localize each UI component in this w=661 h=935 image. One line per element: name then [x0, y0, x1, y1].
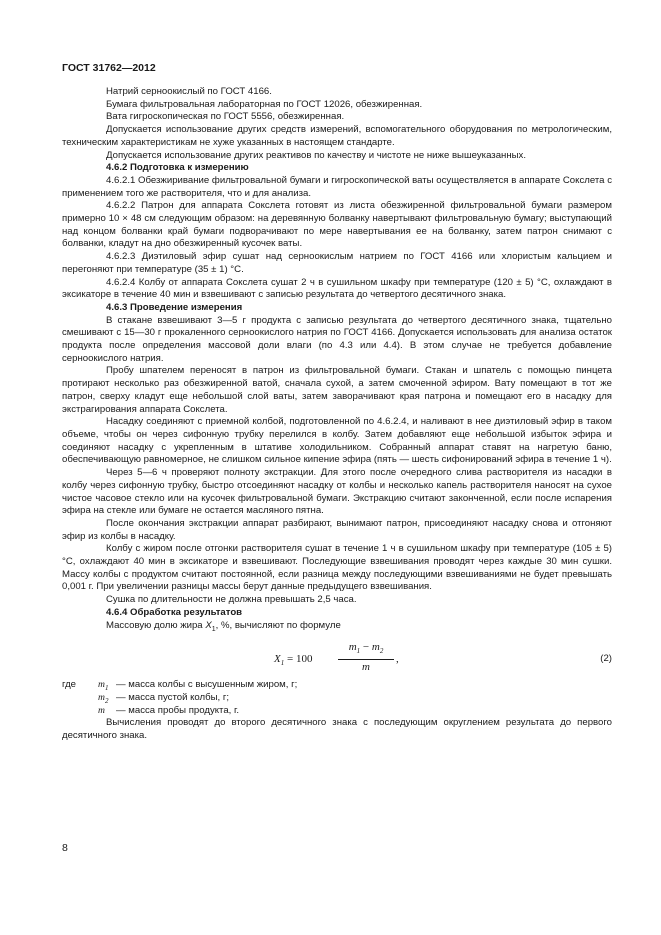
- formula-numerator: [338, 641, 394, 660]
- paragraph-rounding: Вычисления проводят до второго десятичного знака с последующим округлением результата до первого десятичного знака.: [62, 717, 612, 741]
- formula-2: [62, 641, 612, 679]
- intro-line: Бумага фильтровальная лабораторная по ГОСТ 12026, обезжиренная.: [106, 98, 423, 110]
- numerator-term-b: m: [371, 641, 380, 654]
- paragraph-transfer: Пробу шпателем переносят в патрон из фильтровальной бумаги. Стакан и шпатель с помощью пинцета протирают несколько раз обезжиренной ватой, сначала сухой, а затем смоченной эфиром. Вату помещают в тот же патрон, сверху кладут еще небольшой слой ваты, затем заворачивают края патрона и помещают его в насадку для экстрагирования аппарата Сокслета.: [62, 365, 612, 415]
- standard-header: ГОСТ 31762—2012: [62, 62, 156, 74]
- numerator-term-a: m: [348, 641, 357, 654]
- paragraph-allow-equipment: Допускается использование других средств измерений, вспомогательного оборудования по метрологическим, техническим характеристикам не хуже указанных в настоящем стандарте.: [62, 124, 612, 148]
- equation-number: (2): [600, 653, 612, 665]
- symbol-letter: m: [98, 691, 105, 703]
- definition-text: — масса колбы с высушенным жиром, г;: [116, 679, 298, 691]
- paragraph-duration: Сушка по длительности не должна превышать 2,5 часа.: [106, 594, 357, 606]
- variable-definitions: [62, 679, 612, 717]
- formula-intro-text: Массовую долю жира: [106, 619, 206, 631]
- formula-denominator: m: [362, 661, 370, 674]
- paragraph-assembly: Насадку соединяют с приемной колбой, подготовленной по 4.6.2.4, и наливают в нее диэтиловый эфир в таком объеме, чтобы он через сифонную трубку перелился в колбу. Затем добавляют еще небольшой избыток эфира и соединяют насадку с укрепленным в штативе холодильником. Собранный аппарат ставят на нагретую баню, обеспечивающую равномерное, не слишком сильное кипение эфира (пять — шесть сифонирований эфира в течение 1 ч).: [62, 416, 612, 466]
- variable-x: X: [205, 619, 212, 631]
- formula-coefficient: = 100: [284, 653, 313, 666]
- paragraph-4-6-2-3: 4.6.2.3 Диэтиловый эфир сушат над серноокислым натрием по ГОСТ 4166 или хлористым кальцием и перегоняют при температуре (35 ± 1) °С.: [62, 251, 612, 275]
- page-body: [62, 86, 612, 743]
- paragraph-4-6-2-2: 4.6.2.2 Патрон для аппарата Сокслета готовят из листа обезжиренной фильтровальной бумаги размером примерно 10 × 48 см следующим образом: на деревянную болванку навертывают фильтровальную бумагу; выступающий над концом болванки край бумаги подворачивают по мере навертывания ее на болванку, затем патрон снимают с болванки, кладут на дно обезжиренный кусочек ваты.: [62, 200, 612, 250]
- paragraph-extraction-check: Через 5—6 ч проверяют полноту экстракции. Для этого после очередного слива растворителя из насадки в колбу через сифонную трубку, быстро отсоединяют насадку от колбы и несколько капель растворителя наносят на сухое чистое часовое стекло или на кусочек фильтровальной бумаги. Экстракцию считают законченной, если после испарения эфира на стекле или бумаге не остается масляного пятна.: [62, 467, 612, 517]
- formula-lhs-var: X: [274, 653, 281, 666]
- variable-x-subscript: 1: [211, 625, 216, 633]
- paragraph-4-6-2-1: 4.6.2.1 Обезжиривание фильтровальной бумаги и гигроскопической ваты осуществляется в аппарате Сокслета с применением того же растворителя, что и для анализа.: [62, 174, 612, 199]
- symbol-subscript: 1: [104, 684, 109, 693]
- formula-intro-text-end: , %, вычисляют по формуле: [215, 619, 341, 631]
- numerator-term-b-sub: 2: [379, 647, 384, 656]
- paragraph-4-6-2-4: 4.6.2.4 Колбу от аппарата Сокслета сушат 2 ч в сушильном шкафу при температуре (120 ± 5) °С, охлаждают в эксикаторе в течение 40 мин и взвешивают с записью результата до четвертого десятичного знака.: [62, 276, 612, 301]
- symbol-letter: m: [98, 704, 105, 716]
- definition-row: [62, 692, 612, 705]
- formula-lhs: [274, 653, 312, 670]
- minus-sign: −: [360, 641, 372, 654]
- page-number: 8: [62, 842, 68, 854]
- paragraph-allow-reagents: Допускается использование других реактивов по качеству и чистоте не ниже вышеуказанных.: [106, 149, 526, 161]
- paragraph-drying: Колбу с жиром после отгонки растворителя сушат в течение 1 ч в сушильном шкафу при температуре (105 ± 5) °С, охлаждают 40 мин в эксикаторе и взвешивают. Последующие взвешивания проводят через каждые 30 мин сушки. Массу колбы с продуктом считают постоянной, если разница между последующими взвешиваниями не будет превышать 0,001 г. При увеличении разницы массы берут данные предыдущего взвешивания.: [62, 543, 612, 593]
- section-heading-4-6-4: 4.6.4 Обработка результатов: [106, 606, 243, 618]
- definition-text: — масса пустой колбы, г;: [116, 691, 230, 703]
- definition-row: [62, 679, 612, 692]
- section-heading-4-6-2: 4.6.2 Подготовка к измерению: [106, 162, 249, 174]
- symbol-subscript: 2: [104, 696, 109, 705]
- paragraph-weighing: В стакане взвешивают 3—5 г продукта с записью результата до четвертого десятичного знака, тщательно смешивают с 15—30 г прокаленного серноокислого натрия по ГОСТ 4166. Допускается использовать для анализа остаток продукта после определения массовой доли влаги (по 4.3 или 4.4). В этом случае не требуется добавление серноокислого натрия.: [62, 314, 612, 364]
- intro-line: Вата гигроскопическая по ГОСТ 5556, обезжиренная.: [106, 111, 345, 123]
- intro-line: Натрий серноокислый по ГОСТ 4166.: [106, 86, 272, 97]
- numerator-term-a-sub: 1: [356, 647, 361, 656]
- definition-symbol: [98, 705, 105, 718]
- where-label: где: [62, 679, 77, 691]
- formula-comma: ,: [396, 653, 399, 666]
- formula-intro: [62, 620, 612, 637]
- section-heading-4-6-3: 4.6.3 Проведение измерения: [106, 301, 243, 313]
- symbol-letter: m: [98, 679, 105, 691]
- paragraph-disassembly: После окончания экстракции аппарат разбирают, вынимают патрон, присоединяют насадку снова и отгоняют эфир из колбы в насадку.: [62, 517, 612, 542]
- formula-fraction: [338, 641, 394, 674]
- definition-text: — масса пробы продукта, г.: [116, 704, 240, 716]
- formula-lhs-sub: 1: [280, 659, 285, 668]
- definition-row: [62, 705, 612, 718]
